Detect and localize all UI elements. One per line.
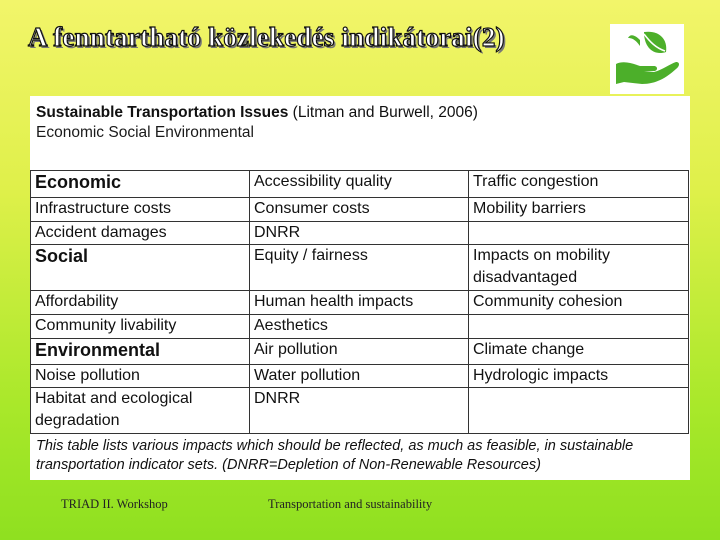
- table-cell: Infrastructure costs: [31, 198, 250, 222]
- table-row: [31, 388, 689, 434]
- table-cell: Equity / fairness: [250, 245, 469, 291]
- table-cell: Community cohesion: [469, 291, 689, 315]
- table-row: [31, 315, 689, 339]
- table-cell-category: Economic: [31, 171, 250, 198]
- table-cell: Hydrologic impacts: [469, 365, 689, 388]
- slide-title: A fenntartható közlekedés indikátorai(2): [28, 22, 505, 52]
- table-row: [31, 339, 689, 365]
- issues-table: [30, 170, 689, 434]
- table-subheading: Economic Social Environmental: [36, 124, 254, 141]
- table-cell: Impacts on mobility disadvantaged: [469, 245, 689, 291]
- table-footnote: This table lists various impacts which should be reflected, as much as feasible, in sustainable transportation indicator sets. (DNRR=Depletion of Non-Renewable Resources): [36, 438, 634, 473]
- table-row: [31, 291, 689, 315]
- table-row: [31, 365, 689, 388]
- table-cell: Accessibility quality: [250, 171, 469, 198]
- table-cell: [469, 315, 689, 339]
- table-cell: Air pollution: [250, 339, 469, 365]
- table-cell: Consumer costs: [250, 198, 469, 222]
- leaf-in-hand-icon: [610, 24, 684, 94]
- table-cell-category: Social: [31, 245, 250, 291]
- table-cell: Aesthetics: [250, 315, 469, 339]
- table-heading: [36, 104, 478, 122]
- table-cell: Community livability: [31, 315, 250, 339]
- table-heading-title: Sustainable Transportation Issues: [36, 104, 289, 121]
- table-heading-citation: (Litman and Burwell, 2006): [288, 104, 478, 121]
- table-cell: Traffic congestion: [469, 171, 689, 198]
- table-row: [31, 222, 689, 245]
- footer-workshop: TRIAD II. Workshop: [61, 497, 168, 511]
- table-cell: Human health impacts: [250, 291, 469, 315]
- table-cell: Habitat and ecological degradation: [31, 388, 250, 434]
- table-cell: Accident damages: [31, 222, 250, 245]
- table-cell: DNRR: [250, 222, 469, 245]
- table-cell: Affordability: [31, 291, 250, 315]
- table-cell: [469, 388, 689, 434]
- table-row: [31, 198, 689, 222]
- table-cell: Climate change: [469, 339, 689, 365]
- table-cell: Noise pollution: [31, 365, 250, 388]
- table-cell: Water pollution: [250, 365, 469, 388]
- table-row: [31, 245, 689, 291]
- table-row: [31, 171, 689, 198]
- footer-topic: Transportation and sustainability: [268, 497, 433, 511]
- table-cell-category: Environmental: [31, 339, 250, 365]
- table-cell: Mobility barriers: [469, 198, 689, 222]
- table-cell: DNRR: [250, 388, 469, 434]
- table-cell: [469, 222, 689, 245]
- logo: [610, 24, 684, 94]
